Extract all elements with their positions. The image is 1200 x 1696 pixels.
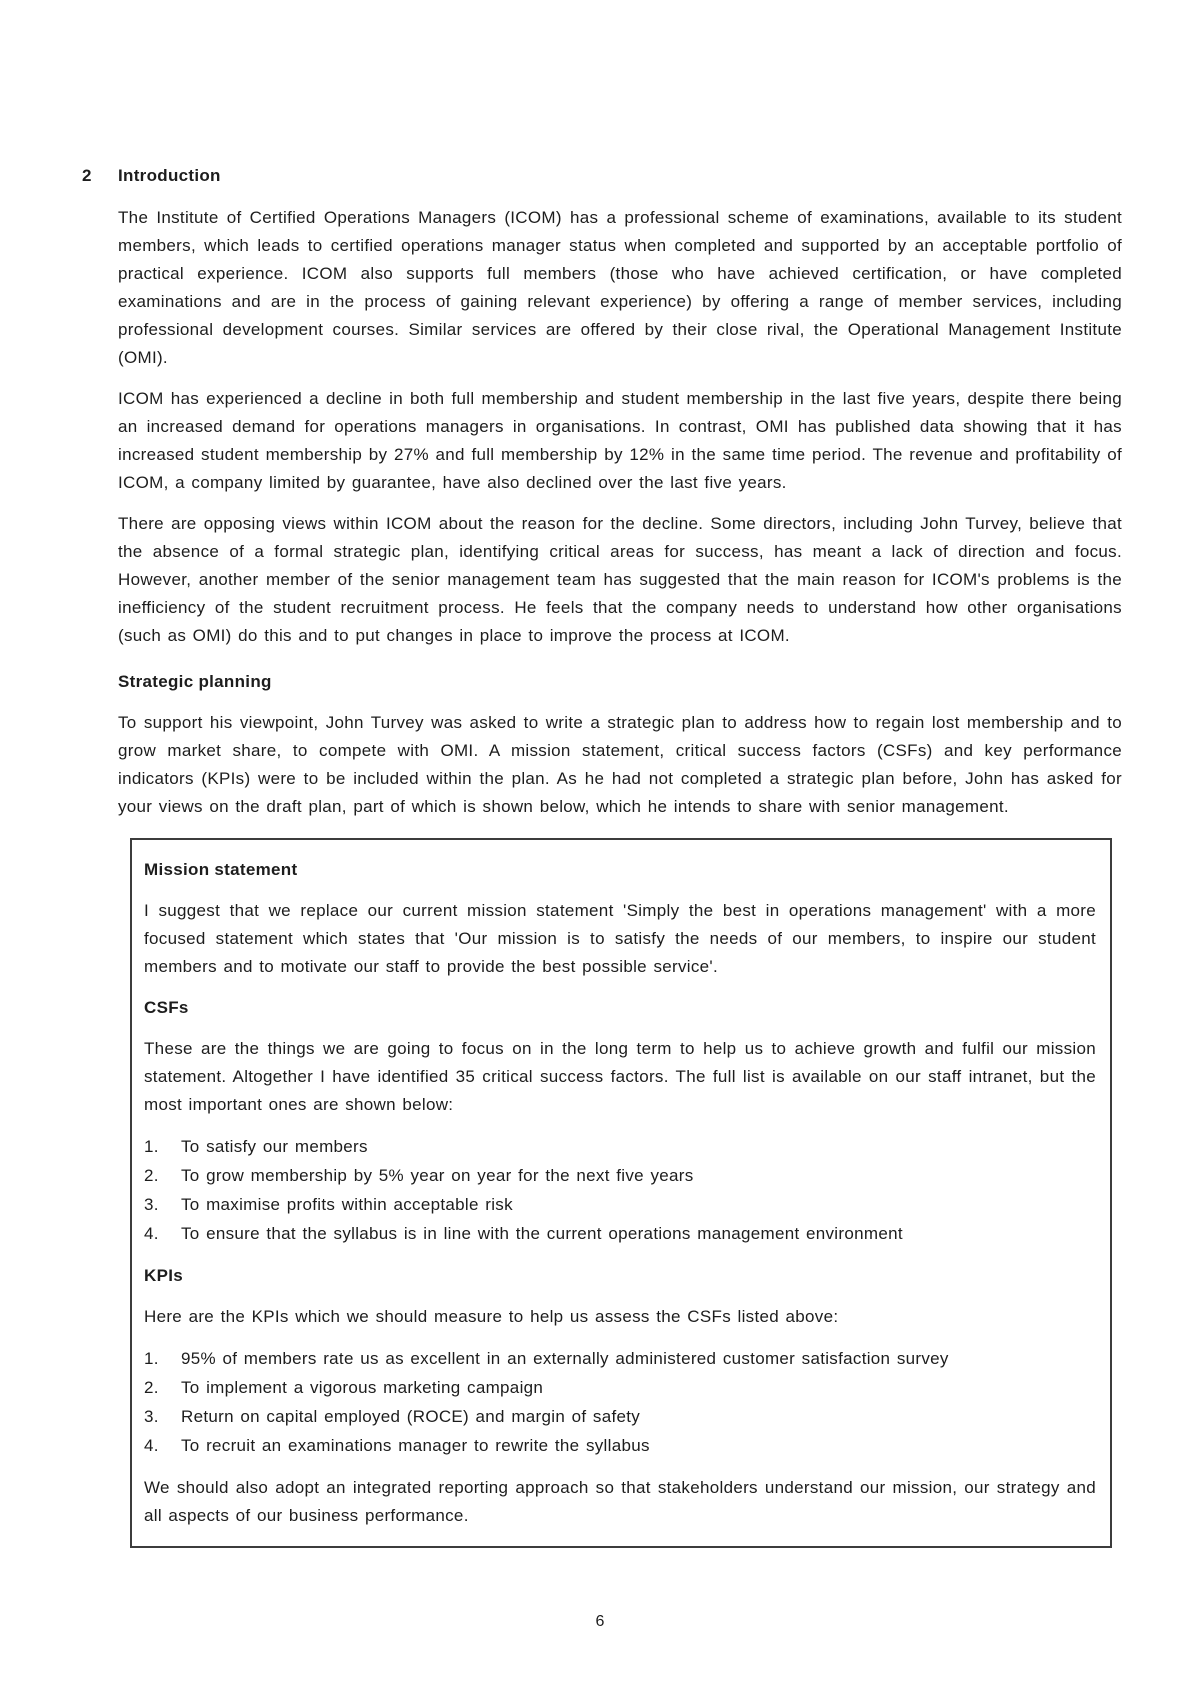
- list-item-text: To satisfy our members: [181, 1137, 368, 1156]
- list-item: [144, 1373, 1096, 1402]
- closing-paragraph: We should also adopt an integrated reporting approach so that stakeholders understand our mission, our strategy and all aspects of our business performance.: [144, 1478, 1096, 1525]
- subheading-strategic-planning: Strategic planning: [118, 672, 272, 691]
- list-item-text: To recruit an examinations manager to rewrite the syllabus: [181, 1436, 650, 1455]
- list-item-text: 95% of members rate us as excellent in an externally administered customer satisfaction survey: [181, 1349, 949, 1368]
- list-item-number: 2.: [144, 1166, 159, 1185]
- intro-paragraph: ICOM has experienced a decline in both full membership and student membership in the last five years, despite there being an increased demand for operations managers in organisations. In contrast, OMI has published data showing that it has increased student membership by 27% and full membership by 12% in the same time period. The revenue and profitability of ICOM, a company limited by guarantee, have also declined over the last five years.: [118, 389, 1122, 492]
- list-item-number: 1.: [144, 1137, 159, 1156]
- list-item: [144, 1344, 1096, 1373]
- intro-paragraph: There are opposing views within ICOM about the reason for the decline. Some directors, including John Turvey, believe that the absence of a formal strategic plan, identifying critical areas for success, has meant a lack of direction and focus. However, another member of the senior management team has suggested that the main reason for ICOM's problems is the inefficiency of the student recruitment process. He feels that the company needs to understand how other organisations (such as OMI) do this and to put changes in place to improve the process at ICOM.: [118, 514, 1122, 645]
- csf-heading: CSFs: [144, 998, 189, 1017]
- list-item: [144, 1431, 1096, 1460]
- csf-list: [144, 1132, 1096, 1248]
- section-heading: [82, 162, 1122, 190]
- strategy-paragraph: To support his viewpoint, John Turvey was asked to write a strategic plan to address how to regain lost membership and to grow market share, to compete with OMI. A mission statement, critical success factors (CSFs) and key performance indicators (KPIs) were to be included within the plan. As he had not completed a strategic plan before, John has asked for your views on the draft plan, part of which is shown below, which he intends to share with senior management.: [118, 713, 1122, 816]
- page-number: 6: [595, 1613, 605, 1630]
- list-item-text: To implement a vigorous marketing campaign: [181, 1378, 544, 1397]
- section-title: Introduction: [118, 166, 221, 185]
- list-item-number: 4.: [144, 1224, 159, 1243]
- list-item-number: 2.: [144, 1378, 159, 1397]
- page-content: [82, 162, 1122, 1548]
- list-item-text: To maximise profits within acceptable risk: [181, 1195, 513, 1214]
- kpi-list: [144, 1344, 1096, 1460]
- section-number: 2: [82, 166, 92, 185]
- list-item-number: 3.: [144, 1407, 159, 1426]
- kpi-paragraph: Here are the KPIs which we should measure to help us assess the CSFs listed above:: [144, 1307, 839, 1326]
- draft-plan-box: [130, 838, 1112, 1548]
- list-item-number: 4.: [144, 1436, 159, 1455]
- list-item: [144, 1190, 1096, 1219]
- list-item: [144, 1161, 1096, 1190]
- csf-paragraph: These are the things we are going to focus on in the long term to help us to achieve growth and fulfil our mission statement. Altogether I have identified 35 critical success factors. The full list is available on our staff intranet, but the most important ones are shown below:: [144, 1039, 1096, 1114]
- list-item: [144, 1132, 1096, 1161]
- list-item-text: To grow membership by 5% year on year for the next five years: [181, 1166, 694, 1185]
- list-item-number: 3.: [144, 1195, 159, 1214]
- list-item: [144, 1219, 1096, 1248]
- list-item: [144, 1402, 1096, 1431]
- list-item-text: To ensure that the syllabus is in line with the current operations management environment: [181, 1224, 903, 1243]
- list-item-text: Return on capital employed (ROCE) and margin of safety: [181, 1407, 641, 1426]
- list-item-number: 1.: [144, 1349, 159, 1368]
- kpi-heading: KPIs: [144, 1266, 183, 1285]
- mission-heading: Mission statement: [144, 860, 298, 879]
- mission-paragraph: I suggest that we replace our current mission statement 'Simply the best in operations management' with a more focused statement which states that 'Our mission is to satisfy the needs of our members, to inspire our student members and to motivate our staff to provide the best possible service'.: [144, 901, 1096, 976]
- intro-paragraph: The Institute of Certified Operations Managers (ICOM) has a professional scheme of examinations, available to its student members, which leads to certified operations manager status when completed and supported by an acceptable portfolio of practical experience. ICOM also supports full members (those who have achieved certification, or have completed examinations and are in the process of gaining relevant experience) by offering a range of member services, including professional development courses. Similar services are offered by their close rival, the Operational Management Institute (OMI).: [118, 208, 1122, 367]
